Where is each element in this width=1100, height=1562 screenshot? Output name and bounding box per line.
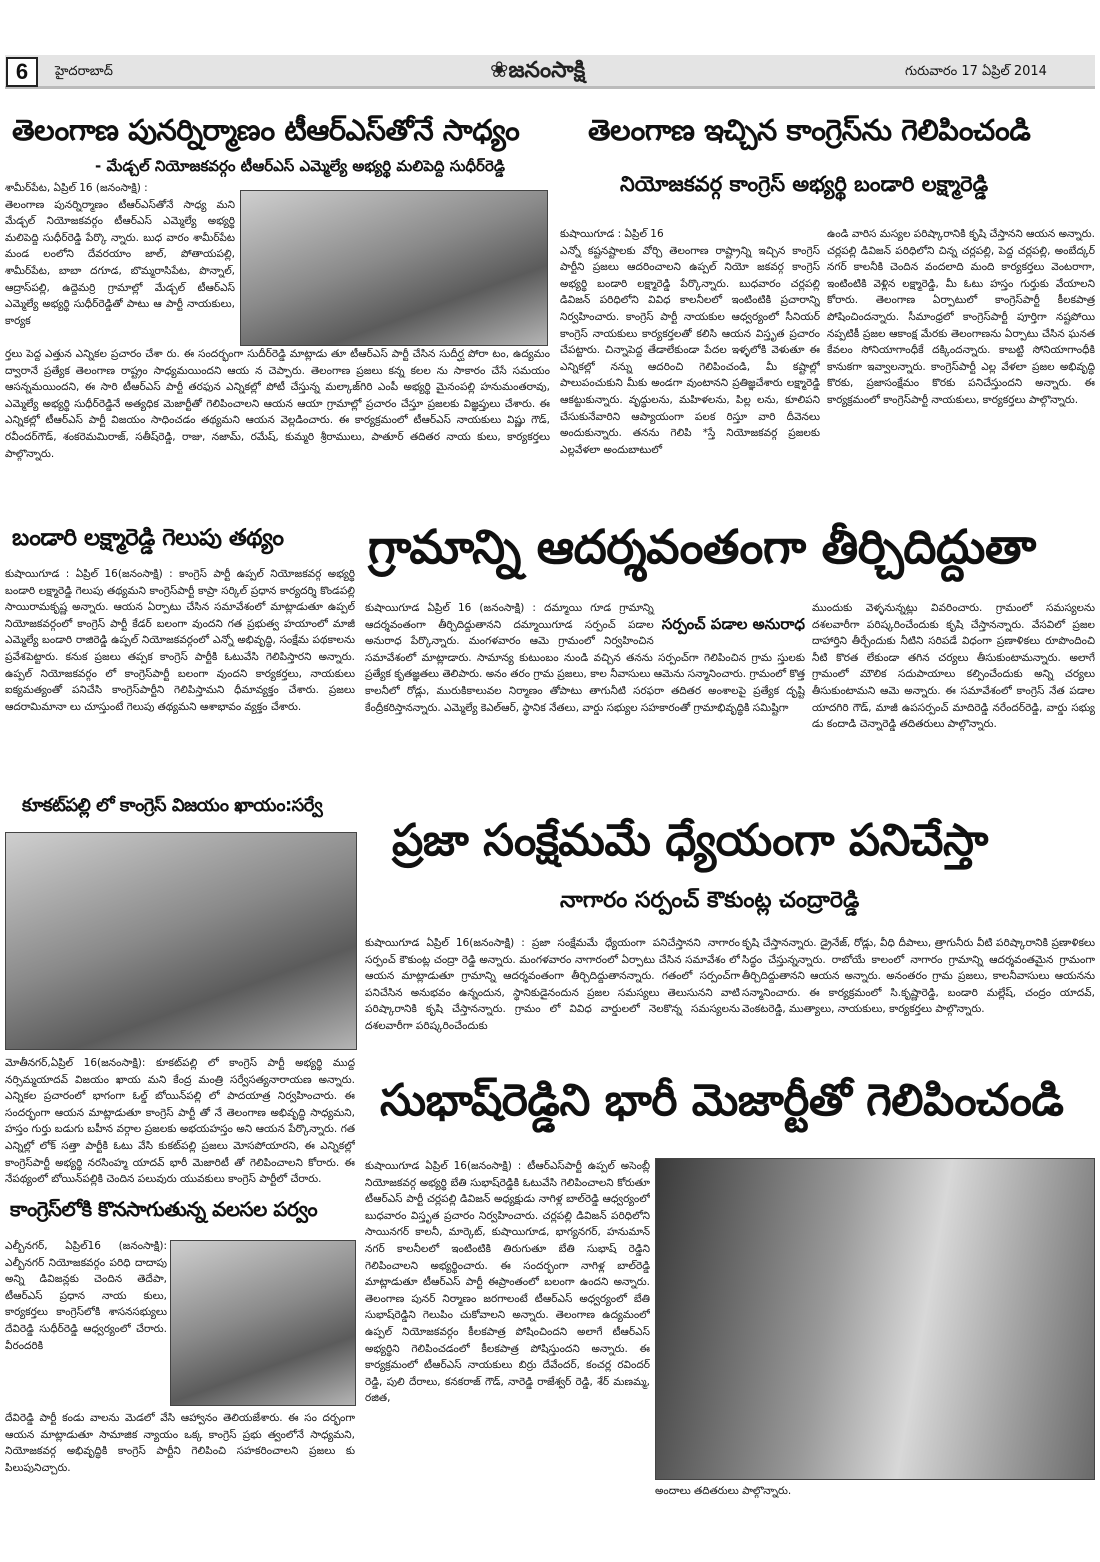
- article5-photo: [170, 1240, 356, 1406]
- article2-col1-text: ఎన్నో కష్టనష్టాలకు వోర్చి తెలంగాణ రాష్ట్రాన్ని ఇచ్చిన కాంగ్రెస్ పార్టీని ప్రజలు ఆదరించాలని ఉప్పల్ నియో జకవర్గ కాంగ్రెస్ అభ్యర్థి బండారి లక్ష్మారెడ్డి పేర్కొన్నారు. బుధవారం చర్లపల్లి డివిజన్ పరిధిలోని వివిధ కాలనీలలో ఇంటింటికి ప్రచారాన్ని నిర్వహించారు. కాంగ్రెస్ పార్టీ నాయకుల ఆధ్వర్యంలో సీనియర్ కాంగ్రెస్ నాయకులు కార్యకర్తలతో కలిసి ఆయన విస్తృత ప్రచారం చేపట్టారు. చిన్నాపెద్ద తేడాలేకుండా పేదల ఇళ్ళలోకి వెళుతూ ఈ ఎన్నికల్లో నన్ను ఆదరించి గెలిపించండి, మీ కష్టాల్లో పాలుపంచుకుని మీకు అండగా వుంటానని ప్రతిజ్ఞచేశారు లక్ష్మారెడ్డి ఆకట్టుకున్నారు. వృద్ధులను, మహిళలను, పిల్ల లను, కూలిపని చేసుకునేవారిని ఆప్యాయంగా పలక రిస్తూ వారి దీవెనలు అందుకున్నారు. తనను గెలిపి *స్తే నియోజకవర్గ ప్రజలకు ఎల్లవేళలా అందుబాటులో: [560, 244, 820, 456]
- article1-subhead: - మేడ్చల్ నియోజకవర్గం టీఆర్ఎస్ ఎమ్మెల్యే అభ్యర్థి మలిపెద్ది సుధీర్‌రెడ్డి: [95, 157, 505, 175]
- article8-photo: [655, 1158, 1095, 1480]
- article6-headline: గ్రామాన్ని ఆదర్శవంతంగా తీర్చిదిద్దుతా: [368, 520, 1036, 575]
- article1-body-bottom: ర్తలు పెద్ద ఎత్తున ఎన్నికల ప్రచారం చేశా రు. ఈ సందర్భంగా సుదీర్‌రెడ్డి మాట్లాడు తూ టీఆర్ఎస్ పార్టీ చేసిన సుదీర్ఘ పోరా టం, ఉద్యమం ద్వారానే ప్రత్యేక తెలంగాణ రాష్ట్రం సాధ్యమయిందని ఆయ న చెప్పారు. తెలంగాణ ప్రజలు కన్న కలల ను సాకారం చేసే సమయం ఆసన్నమయిందని, ఈ సారి టీఆర్ఎస్ పార్టీ తరఫున ఎన్నికల్లో పోటీ చేస్తున్న మల్కాజ్‌గిరి ఎంపీ అభ్యర్థి మైనంపల్లి హనుమంతరావు, ఎమ్మెల్యే అభ్యర్థి సుధీర్‌రెడ్డినే అత్యధిక మెజార్టీతో గెలిపించాలని ఆయన ఆయా గ్రామాల్లో ప్రచారం చేస్తూ ప్రజలకు విజ్ఞప్తులు చేశారు. ఈ ఎన్నికల్లో టీఆర్ఎస్ పార్టీ విజయం సాధించడం తథ్యమని ఆయన వెల్లడించారు. ఈ కార్యక్రమంలో టీఆర్ఎస్ నాయకులు విష్ణు గౌడ్, రవీందర్‌గౌడ్, శంకరెమమిరాజ్, సతీష్‌రెడ్డి, రాజు, నజామ్, రమేష్, కుమ్మరి శ్రీరాములు, పాతూర్ తదితర నాయ కులు, కార్యకర్తలు పాల్గొన్నారు.: [5, 348, 550, 460]
- article5-body-side: ఎల్బీనగర్, ఏప్రిల్16 (జనంసాక్షి): ఎల్బీనగర్ నియోజకవర్గం పరిధి దాదాపు అన్ని డివిజన్లకు చెందిన తెదేపా, టీఆర్ఎస్ ప్రధాన నాయ కులు, కార్యకర్తలు కాంగ్రెస్‌లోకి శాసనసభ్యులు దేవిరెడ్డి సుధీర్‌రెడ్డి ఆధ్వర్యంలో చేరారు. వీరందరికి: [5, 1240, 167, 1352]
- article4-headline: కూకట్‌పల్లి లో కాంగ్రెస్ విజయం ఖాయం:సర్వే: [22, 795, 323, 816]
- article8-tail: అందాలు తదితరులు పాల్గొన్నారు.: [655, 1485, 792, 1497]
- article2-byline: కుషాయిగూడ : ఏప్రిల్ 16: [560, 228, 664, 240]
- article1-byline: శామీర్‌పేట, ఏప్రిల్ 16 (జనంసాక్షి) :: [5, 182, 148, 194]
- edition-city: హైదరాబాద్: [55, 64, 113, 79]
- article7-headline: ప్రజా సంక్షేమమే ధ్యేయంగా పనిచేస్తా: [392, 815, 988, 866]
- article6-subhead: సర్పంచ్ పడాల అనురాధ: [661, 615, 805, 633]
- article1-body-top: [5, 180, 235, 345]
- article7-subhead: నాగారం సర్పంచ్ కౌకుంట్ల చంద్రారెడ్డి: [560, 888, 860, 913]
- article2-col1: [560, 226, 820, 516]
- article2-headline: తెలంగాణ ఇచ్చిన కాంగ్రెస్‌ను గెలిపించండి: [588, 113, 1031, 147]
- issue-date: గురువారం 17 ఏప్రిల్ 2014: [905, 64, 1047, 79]
- logo-text: జనంసాక్షి: [508, 58, 586, 83]
- article4-body: మోతీనగర్,ఏప్రిల్ 16(జనంసాక్షి): కూకట్‌పల్లి లో కాంగ్రెస్ పార్టీ అభ్యర్థి ముద్ద నర్సిమ్మయాదవ్ విజయం ఖాయ మని కేంద్ర మంత్రి సర్వేసత్యనారాయణ అన్నారు. ఎన్నికల ప్రచారంలో భాగంగా ఓల్డ్ బోయిన్‌పల్లి లో పాదయాత్ర నిర్వహించారు. ఈ సందర్భంగా ఆయన మాట్లాడుతూ కాంగ్రెస్ పార్టీ తో నే తెలంగాణ అభివృద్ధి సాధ్యమని, హస్తం గుర్తు బడుగు బహీన వర్గాల ప్రజలకు అభయహస్తం అని ఆయన పేర్కొన్నారు. గత ఎన్నిల్లో లోక్ సత్తా పార్టీకి ఓటు వేసి కుకట్‌పల్లి ప్రజలు మోసపోయారని, ఈ ఎన్నికల్లో కాంగ్రెస్‌పార్టీ అభ్యర్థి నరసింహ్మ యాదవ్ భారీ మెజారిటీ తో గెలిపించాలని కోరారు. ఈ నేపథ్యంలో బోయిన్‌పల్లికి చెందిన పలువురు యువకులు కాంగ్రెస్ పార్టీలో చేరారు.: [5, 1057, 355, 1186]
- article5-body-bottom: దేవిరెడ్డి పార్టీ కండు వాలను మెడలో వేసి ఆహ్వానం తెలియజేశారు. ఈ సం దర్భంగా ఆయన మాట్లాడుతూ సామాజిక న్యాయం ఒక్క కాంగ్రెస్ ప్రభు త్వంలోనే సాధ్యమని, నియోజకవర్గ అభివృద్ధికి కాంగ్రెస్ పార్టీని గెలిపించి సహకరించాలని ప్రజలు కు పిలుపునిచ్చారు.: [5, 1412, 355, 1474]
- article8-body: కుషాయిగూడ ఏప్రిల్ 16(జనంసాక్షి) : టీఆర్ఎస్‌పార్టీ ఉప్పల్ అసెంబ్లీ నియోజకవర్గ అభ్యర్థి బేతి సుభాష్‌రెడ్డికి ఓటువేసి గెలిపించాలని కోరుతూ టీఆర్ఎస్ పార్టీ చర్లపల్లి డివిజన్ అధ్యక్షుడు నాగిళ్ల బాల్‌రెడ్డి ఆధ్వర్యంలో బుధవారం విస్తృత ప్రచారం నిర్వహించారు. చర్లపల్లి డివిజన్ పరిధిలోని సాయినగర్ కాలనీ, మార్కెట్, కుషాయిగూడ, భాగ్యనగర్, హనుమాన్ నగర్ కాలనీలలో ఇంటింటికి తిరుగుతూ బేతి సుభాష్ రెడ్డిని గెలిపించాలని అభ్యర్థించారు. ఈ సందర్భంగా నాగిళ్ల బాల్‌రెడ్డి మాట్లాడుతూ టీఆర్ఎస్ పార్టీ ఈప్రాంతంలో బలంగా ఉందని అన్నారు. తెలంగాణ పునర్ నిర్మాణం జరగాలంటే టీఆర్ఎస్ అధ్వర్యంలో బేతి సుభాష్‌రెడ్డిని గెలుపిం చుకోవాలని అన్నారు. తెలంగాణ ఉద్యమంలో ఉప్పల్ నియోజకవర్గం కీలకపాత్ర పోషించిందని అలాగే టీఆర్ఎస్ అభ్యర్థిని గెలిపించడంలో కీలకపాత్ర పోషిస్తుందని అన్నారు. ఈ కార్యక్రమంలో టీఆర్ఎస్ నాయకులు బిర్రు దేవేందర్, కంచర్ల రవిందర్ రెడ్డి, పులి దేరాలు, కనకరాజ్ గౌడ్, నారెడ్డి రాజేశ్వర్ రెడ్డి, శేర్ మణమ్మ, రజిత,: [365, 1160, 650, 1405]
- article3-headline: బండారి లక్ష్మారెడ్డి గెలుపు తథ్యం: [12, 525, 284, 551]
- article3-body: కుషాయిగూడ : ఏప్రిల్ 16(జనంసాక్షి) : కాంగ్రెస్ పార్టీ ఉప్పల్ నియోజకవర్గ అభ్యర్థి బండారి లక్ష్మారెడ్డి గెలుపు తథ్యమని కాంగ్రెస్‌పార్టీ కాప్రా సర్కిల్ ప్రధాన కార్యదర్శి కొండపల్లి సాయిరామకృష్ణ అన్నారు. ఆయన ఏర్పాటు చేసిన సమావేశంలో మాట్లాడుతూ ఉప్పల్ నియోజకవర్గంలో కాంగ్రెస్ పార్టీ కేడర్ బలంగా వుందని గత ప్రభుత్వ హయాంలో మాజీ ఎమ్మెల్యే బండారి రాజిరెడ్డి ఉప్పల్ నియోజకవర్గంలో ఎన్నో అభివృద్ధి, సంక్షేమ పథకాలను ప్రవేశపెట్టారు. కనుక ప్రజలు తప్పక కాంగ్రెస్ పార్టీకి ఓటువేసి గెలిపిస్తారని అన్నారు. ఉప్పల్ నియోజకవర్గం లో కాంగ్రెస్‌పార్టీ బలంగా వుందని కార్యకర్తలు, నాయకులు ఐక్యమత్యంతో పనిచేసి కాంగ్రెస్‌పార్టీని గెలిపిస్తామని ధీమావ్యక్తం చేశారు. ప్రజలు ఆదరామిమానా లు చూస్తుంటే గెలుపు తథ్యమని ఆశాభావం వ్యక్తం చేశారు.: [5, 568, 355, 713]
- article2-col2: ఉండి వారిస మస్యల పరిష్కారానికి కృషి చేస్తానని ఆయన అన్నారు. చర్లపల్లి డివిజన్ పరిధిలోని చిన్న చర్లపల్లి, పెద్ద చర్లపల్లి, అంబేద్కర్ నగర్ కాలనీకి చెందిన వందలాది మంది కార్యకర్తలు వెంటరాగా, ఇంటింటికి వెళ్లిన లక్ష్మారెడ్డి, మీ ఓటు హస్తం గుర్తుకు వేయాలని కోరారు. తెలంగాణ ఏర్పాటులో కాంగ్రెస్‌పార్టీ కీలకపాత్ర పోషించిందన్నారు. సీమాంధ్రలో కాంగ్రెస్‌పార్టీ పూర్తిగా నష్టపోయి నప్పటికీ ప్రజల ఆకాంక్ష మేరకు తెలంగాణను ఏర్పాటు చేసిన ఘనత కేవలం సోనియాగాంధీకే దక్కిందన్నారు. కాబట్టి సోనియాగాంధీకి కానుకగా ఇవ్వాలన్నారు. కాంగ్రెస్‌పార్టీ ఎల్ల వేళలా ప్రజల అభివృద్ధి కొరకు, ప్రజాసంక్షేమం కొరకు పనిచేస్తుందని అన్నారు. ఈ కార్యక్రమంలో కాంగ్రెస్‌పార్టీ నాయకులు, కార్యకర్తలు పాల్గొన్నారు.: [827, 228, 1095, 406]
- article6-col2: ముందుకు వెళ్ళనున్నట్లు వివరించారు. గ్రామంలో సమస్యలను దశలవారీగా పరిష్కరించేందుకు కృషి చేస్తానన్నారు. వేసవిలో ప్రజల దాహార్తిని తీర్చేందుకు నీటిని సరిపడే విధంగా ప్రణాళికలు రూపొందించి నీటి కొరత లేకుండా తగిన చర్యలు తీసుకుంటామన్నారు. అలాగే గ్రామంలో మౌలిక సదుపాయాలు కల్పించేందుకు అన్ని చర్యలు తీసుకుంటామని ఆమె అన్నారు. ఈ సమావేశంలో కాంగ్రెస్ నేత పడాల యాదగిరి గౌడ్, మాజీ ఉపసర్పంచ్ మాదిరెడ్డి నరేందర్‌రెడ్డి, వార్డు సభ్యు డు కందాడి చెన్నారెడ్డి తదితరులు పాల్గొన్నారు.: [812, 602, 1095, 731]
- article7-col2: కృషి చేస్తానన్నారు. డ్రైనేజ్, రోడ్లు, వీధి దీపాలు, త్రాగునీరు వీటి పరిష్కారానికి ప్రణాళికలు సిద్ధం చేస్తున్నన్నారు. రాబోయే కాలంలో నాగారం గ్రామాన్ని ఆదర్శవంతమైన గ్రామంగా తీర్చిదిద్దుతానని ఆయన అన్నారు. అనంతరం గ్రామ ప్రజలు, కాలనీవాసులు ఆయనను సన్మానించారు. ఈ కార్యక్రమంలో సి.కృష్ణారెడ్డి, బండారి మల్లేష్, చంద్రం యాదవ్, వెంకటరెడ్డి, ముత్యాలు, నాయకులు, కార్యకర్తలు పాల్గొన్నారు.: [742, 937, 1095, 1016]
- article5-headline: కాంగ్రెస్‌లోకి కొనసాగుతున్న వలసల పర్వం: [10, 1197, 318, 1221]
- article7-col1: కుషాయిగూడ ఏప్రిల్ 16(జనంసాక్షి) : ప్రజా సంక్షేమమే ధ్యేయంగా పనిచేస్తానని నాగారం సర్పంచ్ కౌకుంట్ల చంద్రా రెడ్డి అన్నారు. మంగళవారం నాగారంలో ఏర్పాటు చేసిన సమావేశం లో ఆయన మాట్లాడుతూ గ్రామాన్ని ఆదర్శవంతంగా తీర్చిదిద్దుతానన్నారు. గతంలో సర్పంచ్‌గా పనిచేసిన అనుభవం ఉన్నందున, స్థానికుడైనందున ప్రజల సమస్యలు తెలుసునని వాటి పరిష్కారానికి కృషి చేస్తానన్నారు. గ్రామం లో వివిధ వార్డులలో నెలకొన్న సమస్యలను దశలవారీగా పరిష్కరించేందుకు: [365, 937, 740, 1032]
- article8-headline: సుభాష్‌రెడ్డిని భారీ మెజార్టీతో గెలిపించండి: [380, 1075, 1064, 1126]
- article1-photo: [240, 190, 548, 346]
- logo-icon: ❀: [490, 58, 509, 83]
- article4-photo: [5, 832, 357, 1050]
- page-number: 6: [6, 57, 38, 87]
- article2-subhead: నియోజకవర్గ కాంగ్రెస్ అభ్యర్థి బండారి లక్ష్మారెడ్డి: [620, 172, 989, 196]
- newspaper-logo: [490, 58, 585, 88]
- article1-headline: తెలంగాణ పునర్నిర్మాణం టీఆర్ఎస్‌తోనే సాధ్యం: [12, 113, 520, 147]
- article1-body-top-text: తెలంగాణ పునర్నిర్మాణం టీఆర్ఎస్‌తోనే సాధ్య మని మేడ్చల్ నియోజకవర్గం టీఆర్ఎస్ ఎమ్మెల్యే అభ్యర్థి మలిపెద్ది సుధీర్‌రెడ్డి పేర్కొ న్నారు. బుధ వారం శామీర్‌పేట మండ లంలోని దేవరయాం జాల్, పోతాయపల్లి, శామీర్‌పేట, బాబా దగూడ, బొమ్మరాసిపేట, పొన్నాల్, ఆద్రాస్‌పల్లి, ఉద్దెమర్రి గ్రామాల్లో మేడ్చల్ టీఆర్ఎస్ ఎమ్మెల్యే అభ్యర్థి సుధీర్‌రెడ్డితో పాటు ఆ పార్టీ నాయకులు, కార్యక: [5, 198, 235, 327]
- article6-col1-block: [365, 600, 805, 780]
- article6-col1: కుషాయిగూడ ఏప్రిల్ 16 (జనంసాక్షి) : దమ్మాయి గూడ గ్రామాన్ని ఆదర్శవంతంగా తీర్చిదిద్దుతానని దమ్మాయిగూడ సర్పంచ్ పడాల అనురాధ పేర్కొన్నారు. మంగళవారం ఆమె గ్రామంలో నిర్వహించిన సమావేశంలో మాట్లాడారు. సామాన్య కుటుంబం నుండి వచ్చిన తనను సర్పంచ్‌గా గెలిపించిన గ్రామ స్తులకు ప్రత్యేక కృతజ్ఞతలు తెలిపారు. అనం తరం గ్రామ ప్రజలు, కాల నీవాసులు ఆమెను సన్మానించారు. గ్రామంలో కొత్త కాలనీలో రోడ్లు, మురుకికాలువల నిర్మాణం తోపాటు తాగునీటి సరఫరా తదితర అంశాలపై ప్రత్యేక దృష్టి కేంద్రీకరిస్తానన్నారు. ఎమ్మెల్యే కెఎల్ఆర్, స్థానిక నేతలు, వార్డు సభ్యుల సహకారంతో గ్రామాభివృద్ధికి సమిష్టిగా: [365, 602, 805, 714]
